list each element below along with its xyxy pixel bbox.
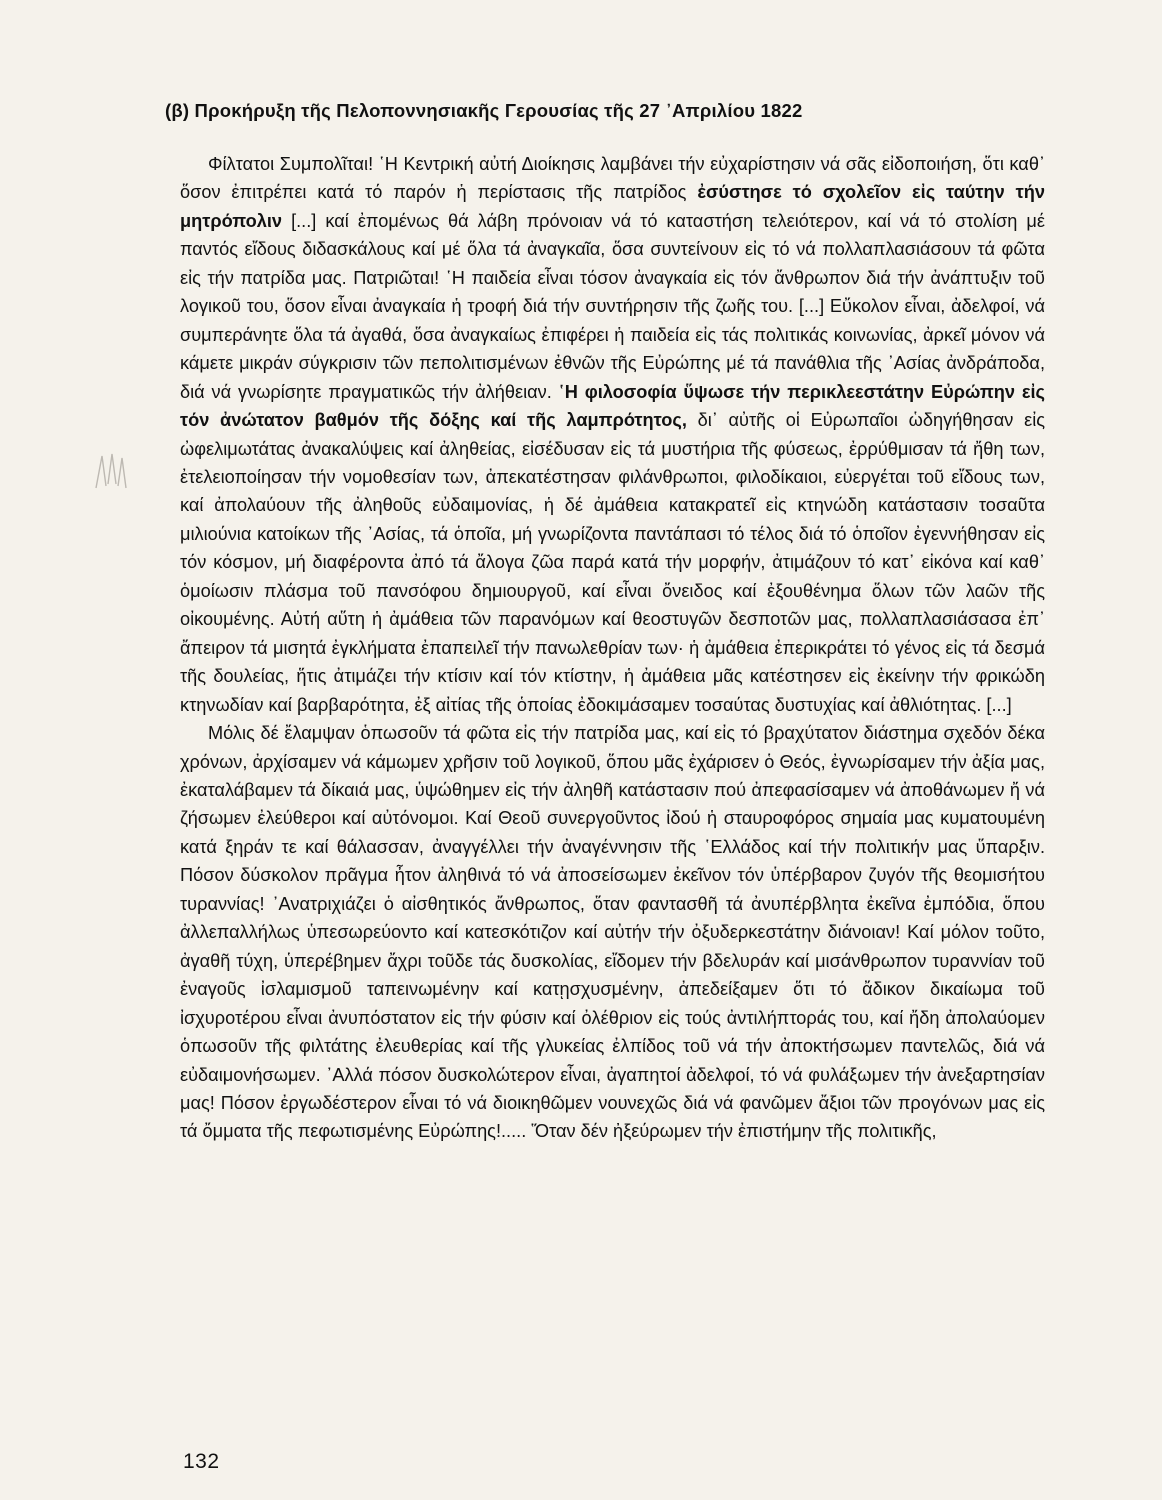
- emphasis-school-founded: ἐσύστησε τό σχολεῖον εἰς ταύτην τήν μητρόπολιν: [180, 182, 1045, 231]
- proclamation-body: [180, 150, 1045, 1146]
- paragraph-1-part-2: [...] καί ἐπομένως θά λάβη πρόνοιαν νά τό καταστήση τελειότερον, καί νά τό στολίση μέ παντός εἴδους διδασκάλους καί μέ ὅλα τά ἀναγκαῖα, ὅσα συντείνουν εἰς τό νά πολλαπλασιάσουν τά φῶτα εἰς τήν πατρίδα μας. Πατριῶται! ῾Η παιδεία εἶναι τόσον ἀναγκαία εἰς τόν ἄνθρωπον διά τήν ἀνάπτυξιν τοῦ λογικοῦ του, ὅσον εἶναι ἀναγκαία ἡ τροφή διά τήν συντήρησιν τῆς ζωῆς του. [...] Εὔκολον εἶναι, ἀδελφοί, νά συμπεράνητε ὅλα τά ἀγαθά, ὅσα ἀναγκαίως ἐπιφέρει ἡ παιδεία εἰς τάς πολιτικάς κοινωνίας, ἀρκεῖ μόνον νά κάμετε μικράν σύγκρισιν τῶν πεπολιτισμένων ἐθνῶν τῆς Εὐρώπης μέ τά πανάθλια τῆς ᾽Ασίας ἀνδράποδα, διά νά γνωρίσητε πραγματικῶς τήν ἀλήθειαν.: [180, 210, 1045, 402]
- paragraph-2: Μόλις δέ ἔλαμψαν ὁπωσοῦν τά φῶτα εἰς τήν πατρίδα μας, καί εἰς τό βραχύτατον διάστημα σχεδόν δέκα χρόνων, ἀρχίσαμεν νά κάμωμεν χρῆσιν τοῦ λογικοῦ, ὅπου μᾶς ἐχάρισεν ὁ Θεός, ἐγνωρίσαμεν τήν ἀξία μας, ἐκαταλάβαμεν τά δίκαιά μας, ὑψώθημεν εἰς τήν ἀληθῆ κατάστασιν πού ἀπεφασίσαμεν νά ἀποθάνωμεν ἤ νά ζήσωμεν ἐλεύθεροι καί αὐτόνομοι. Καί Θεοῦ συνεργοῦντος ἰδού ἡ σταυροφόρος σημαία μας κυματουμένη κατά ξηράν τε καί θάλασσαν, ἀναγγέλλει τήν ἀναγέννησιν τῆς ῾Ελλάδος καί τήν πολιτικήν μας ὕπαρξιν. Πόσον δύσκολον πρᾶγμα ἦτον ἀληθινά τό νά ἀποσείσωμεν ἐκεῖνον τόν ὑπέρβαρον ζυγόν τῆς θεομισήτου τυραννίας! ᾽Ανατριχιάζει ὁ αἰσθητικός ἄνθρωπος, ὅταν φαντασθῆ τά ἀνυπέρβλητα ἐκεῖνα ἐμπόδια, ὅπου ἀλλεπαλλήλως ὑπεσωρεύοντο καί κατεσκότιζον καί αὐτήν τήν ὀξυδερκεστάτην διάνοιαν! Καί μόλον τοῦτο, ἀγαθῆ τύχη, ὑπερέβημεν ἄχρι τοῦδε τάς δυσκολίας, εἴδομεν τήν βδελυράν καί μισάνθρωπον τυραννίαν τοῦ ἐναγοῦς ἰσλαμισμοῦ ταπεινωμένην καί κατῃσχυσμένην, ἀπεδείξαμεν ὅτι τό ἄδικον δικαίωμα τοῦ ἰσχυροτέρου εἶναι ἀνυπόστατον εἰς τήν φύσιν καί ὀλέθριον εἰς τούς ἀντιλήπτοράς του, καί ἤδη ἀπολαύομεν ὁπωσοῦν τῆς φιλτάτης ἐλευθερίας καί τῆς γλυκείας ἐλπίδος τοῦ νά τήν ἀποκτήσωμεν παντελῶς, διά νά εὐδαιμονήσωμεν. ᾽Αλλά πόσον δυσκολώτερον εἶναι, ἀγαπητοί ἀδελφοί, τό νά φυλάξωμεν τήν ἀνεξαρτησίαν μας! Πόσον ἐργωδέστερον εἶναι τό νά διοικηθῶμεν νουνεχῶς διά νά φανῶμεν ἄξιοι τῶν προγόνων μας εἰς τά ὄμματα τῆς πεφωτισμένης Εὐρώπης!..... Ὅταν δέν ἠξεύρωμεν τήν ἐπιστήμην τῆς πολιτικῆς,: [180, 723, 1045, 1142]
- section-heading: (β) Προκήρυξη τῆς Πελοποννησιακῆς Γερουσίας τῆς 27 ᾽Απριλίου 1822: [165, 100, 803, 121]
- page-number: 132: [183, 1450, 220, 1473]
- paragraph-1: [180, 150, 1045, 719]
- pencil-signature-mark: [92, 448, 132, 496]
- paragraph-1-part-1: Φίλτατοι Συμπολῖται! ῾Η Κεντρική αὐτή Διοίκησις λαμβάνει τήν εὐχαρίστησιν νά σᾶς εἰδοποιήση, ὅτι καθ᾽ ὅσον ἐπιτρέπει κατά τό παρόν ἡ περίστασις τῆς πατρίδος: [180, 154, 1045, 203]
- paragraph-1-part-3: δι᾽ αὐτῆς οἱ Εὐρωπαῖοι ὡδηγήθησαν εἰς ὠφελιμωτάτας ἀνακαλύψεις καί ἀληθείας, εἰσέδυσαν εἰς τά μυστήρια τῆς φύσεως, ἐρρύθμισαν τά ἤθη των, ἐτελειοποίησαν τήν νομοθεσίαν των, ἀπεκατέστησαν φιλάνθρωποι, φιλοδίκαιοι, εὐεργέται τοῦ εἴδους των, καί ἀπολαύουν τῆς ἀληθοῦς εὐδαιμονίας, ἡ δέ ἀμάθεια κατακρατεῖ εἰς κτηνώδη κατάστασιν τοσαῦτα μιλιούνια κατοίκων τῆς ᾽Ασίας, τά ὁποῖα, μή γνωρίζοντα παντάπασι τό τέλος διά τό ὁποῖον ἐγεννήθησαν εἰς τόν κόσμον, μή διαφέροντα ἀπό τά ἄλογα ζῶα παρά κατά τήν μορφήν, ἀτιμάζουν τό κατ᾽ εἰκόνα καί καθ᾽ ὁμοίωσιν πλάσμα τοῦ πανσόφου δημιουργοῦ, καί εἶναι ὄνειδος καί ἐξουθένημα ὅλων τῶν λαῶν τῆς οἰκουμένης. Αὐτή αὕτη ἡ ἀμάθεια τῶν παρανόμων καί θεοστυγῶν δεσποτῶν μας, πολλαπλασιάσασα ἐπ᾽ ἄπειρον τά μισητά ἐγκλήματα ἐπαπειλεῖ τήν πανωλεθρίαν των· ἡ ἀμάθεια ἐπερικράτει τό γένος εἰς τά δεσμά τῆς δουλείας, ἥτις ἀτιμάζει τήν κτίσιν καί τόν κτίστην, ἡ ἀμάθεια μᾶς κατέστησεν εἰς ἐκείνην τήν φρικώδη κτηνωδίαν καί βαρβαρότητα, ἐξ αἰτίας τῆς ὁποίας ἐδοκιμάσαμεν τοσαύτας δυστυχίας καί ἀθλιότητας. [...]: [180, 410, 1045, 715]
- emphasis-philosophy-europe: ῾Η φιλοσοφία ὕψωσε τήν περικλεεστάτην Εὐρώπην εἰς τόν ἀνώτατον βαθμόν τῆς δόξης καί τῆς λαμπρότητος,: [180, 381, 1045, 431]
